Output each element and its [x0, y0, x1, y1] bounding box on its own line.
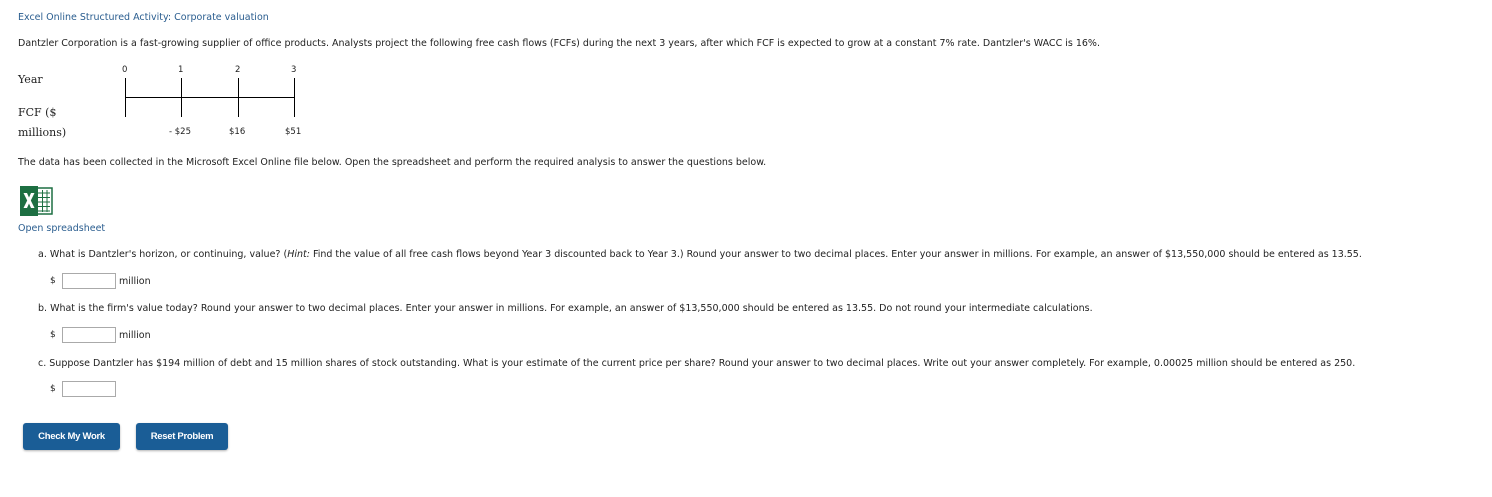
data-note: The data has been collected in the Microsoft Excel Online file below. Open the spreadsheet and perform the required analysis to answer the questions below.	[18, 157, 767, 168]
check-my-work-button[interactable]: Check My Work	[23, 423, 120, 450]
answer-a-input[interactable]	[62, 273, 116, 289]
question-a	[38, 249, 1362, 260]
reset-problem-button[interactable]: Reset Problem	[136, 423, 228, 450]
fcf-label-line1: FCF ($	[18, 106, 57, 119]
answer-a-unit: million	[119, 276, 151, 287]
open-spreadsheet-link[interactable]: Open spreadsheet	[18, 223, 106, 234]
year-3: 3	[291, 65, 297, 75]
question-b: b. What is the firm's value today? Round your answer to two decimal places. Enter your answer in millions. For example, an answer of $13,550,000 should be entered as 13.55. Do not round your intermediate calculations.	[38, 303, 1093, 314]
answer-b-input[interactable]	[62, 327, 116, 343]
timeline-axis	[125, 97, 295, 98]
answer-c-currency: $	[50, 384, 56, 394]
excel-icon[interactable]	[18, 185, 54, 217]
question-a-post: Find the value of all free cash flows beyond Year 3 discounted back to Year 3.) Round your answer to two decimal places. Enter your answer in millions. For example, an answer of $13,550,000 should be entered as 13.55.	[309, 249, 1362, 260]
page-title: Excel Online Structured Activity: Corporate valuation	[18, 12, 269, 23]
question-a-hint: Hint:	[287, 249, 310, 260]
answer-c-input[interactable]	[62, 381, 116, 397]
fcf-year-2: $16	[229, 127, 246, 137]
intro-text: Dantzler Corporation is a fast-growing supplier of office products. Analysts project the following free cash flows (FCFs) during the next 3 years, after which FCF is expected to grow at a constant 7% rate. Dantzler's WACC is 16%.	[18, 38, 1100, 49]
answer-b-unit: million	[119, 330, 151, 341]
fcf-year-1: - $25	[169, 127, 191, 137]
fcf-label-line2: millions)	[18, 126, 67, 139]
fcf-year-3: $51	[285, 127, 302, 137]
year-0: 0	[122, 65, 128, 75]
question-c: c. Suppose Dantzler has $194 million of debt and 15 million shares of stock outstanding. What is your estimate of the current price per share? Round your answer to two decimal places. Write out your answer completely. For example, 0.00025 million should be entered as 250.	[38, 358, 1356, 369]
year-1: 1	[178, 65, 184, 75]
year-2: 2	[235, 65, 241, 75]
answer-a-currency: $	[50, 276, 56, 286]
question-a-pre: a. What is Dantzler's horizon, or continuing, value? (	[38, 249, 288, 260]
answer-b-currency: $	[50, 330, 56, 340]
year-label: Year	[18, 73, 43, 86]
